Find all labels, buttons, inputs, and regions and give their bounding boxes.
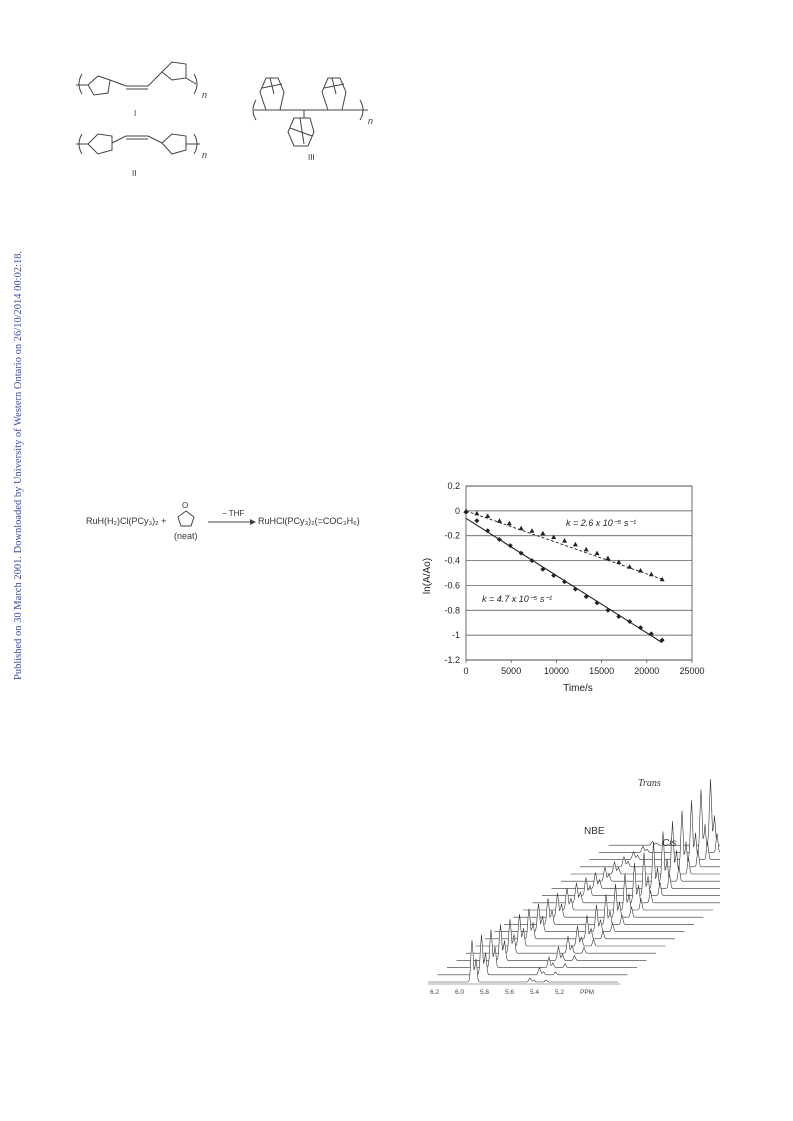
y-axis-label: ln(A/Ao) <box>422 557 433 595</box>
y-tick-label: -0.2 <box>444 530 460 541</box>
x-tick-label: 15000 <box>589 666 615 676</box>
y-tick-label: -0.8 <box>444 605 460 616</box>
x-tick-label: 20000 <box>634 666 660 676</box>
plot-frame <box>466 486 692 660</box>
reaction-product: RuHCl(PCy₃)₂(=COC₃H₆) <box>258 516 360 526</box>
data-point-diamond <box>464 510 469 515</box>
rate-constant-label-2: k = 4.7 x 10⁻⁵ s⁻¹ <box>482 594 553 604</box>
data-point-triangle <box>497 518 502 523</box>
nbe-label: NBE <box>584 826 605 837</box>
nmr-trace <box>609 779 721 845</box>
y-tick-label: -0.6 <box>444 580 460 591</box>
data-point-triangle <box>562 538 567 543</box>
nmr-tick-label: 6.0 <box>455 989 465 996</box>
repeat-n-3: n <box>368 116 374 126</box>
reaction-arrow <box>208 518 256 526</box>
nmr-trace <box>495 904 685 932</box>
reaction-reactant: RuH(H₂)Cl(PCy₃)₂ + <box>86 516 167 526</box>
nmr-stack-plot <box>420 770 720 1000</box>
y-tick-label: -0.4 <box>444 555 460 566</box>
nmr-trace <box>514 884 704 917</box>
data-point-diamond <box>649 631 654 636</box>
y-tick-label: -1.2 <box>444 655 460 665</box>
y-tick-label: 0 <box>454 505 460 516</box>
data-point-triangle <box>638 568 643 573</box>
data-point-triangle <box>507 521 512 526</box>
data-point-diamond <box>616 614 621 619</box>
x-tick-label: 10000 <box>543 666 569 676</box>
nmr-trace <box>523 873 713 910</box>
nmr-tick-label: 6.2 <box>430 989 440 996</box>
publication-notice: Published on 30 March 2001. Downloaded by University of Western Ontario on 26/10/2014 00:02:18. <box>13 250 24 680</box>
x-tick-label: 0 <box>463 666 469 676</box>
nmr-trace <box>504 894 694 924</box>
nmr-tick-label: 5.2 <box>555 989 565 996</box>
data-point-triangle <box>529 528 534 533</box>
nmr-trace <box>476 914 666 946</box>
data-point-triangle <box>573 542 578 547</box>
nmr-trace <box>438 935 628 975</box>
data-point-diamond <box>551 573 556 578</box>
data-point-triangle <box>519 526 524 531</box>
rate-constant-label-1: k = 2.6 x 10⁻⁵ s⁻¹ <box>566 518 637 528</box>
repeat-n-1: n <box>202 90 208 100</box>
data-point-triangle <box>540 531 545 536</box>
data-point-diamond <box>573 587 578 592</box>
data-point-triangle <box>616 559 621 564</box>
data-point-diamond <box>605 608 610 613</box>
data-point-triangle <box>551 534 556 539</box>
arrow-label: − THF <box>222 509 245 518</box>
x-tick-label: 25000 <box>679 666 705 676</box>
data-point-triangle <box>649 572 654 577</box>
data-point-diamond <box>584 594 589 599</box>
data-point-triangle <box>584 547 589 552</box>
structure-label-iii: III <box>308 153 315 162</box>
nmr-tick-label: 5.4 <box>530 989 540 996</box>
y-tick-label: 0.2 <box>447 481 460 491</box>
nmr-trace <box>485 909 675 939</box>
x-tick-label: 5000 <box>501 666 522 676</box>
y-tick-label: -1 <box>451 630 460 641</box>
data-point-diamond <box>474 518 479 523</box>
trans-label: Trans <box>638 778 661 789</box>
x-axis-label: Time/s <box>563 683 593 694</box>
structure-label-ii: II <box>132 169 137 178</box>
data-point-triangle <box>474 511 479 515</box>
repeat-n-2: n <box>202 150 208 160</box>
data-point-triangle <box>595 551 600 556</box>
cis-label: Cis <box>662 838 677 849</box>
thf-oxygen: O <box>182 501 189 510</box>
nmr-tick-label: 5.6 <box>505 989 515 996</box>
reaction-condition: (neat) <box>174 531 198 541</box>
kinetics-chart <box>410 476 710 696</box>
polymer-structures <box>68 48 388 178</box>
nmr-trace <box>599 790 720 853</box>
data-point-diamond <box>485 528 490 533</box>
nmr-tick-label: PPM <box>580 989 595 996</box>
data-point-triangle <box>605 556 610 561</box>
data-point-diamond <box>595 600 600 605</box>
data-point-triangle <box>627 564 632 569</box>
data-point-triangle <box>485 513 490 518</box>
structure-label-i: I <box>134 109 137 118</box>
publication-sidebar <box>6 240 24 680</box>
nmr-tick-label: 5.8 <box>480 989 490 996</box>
